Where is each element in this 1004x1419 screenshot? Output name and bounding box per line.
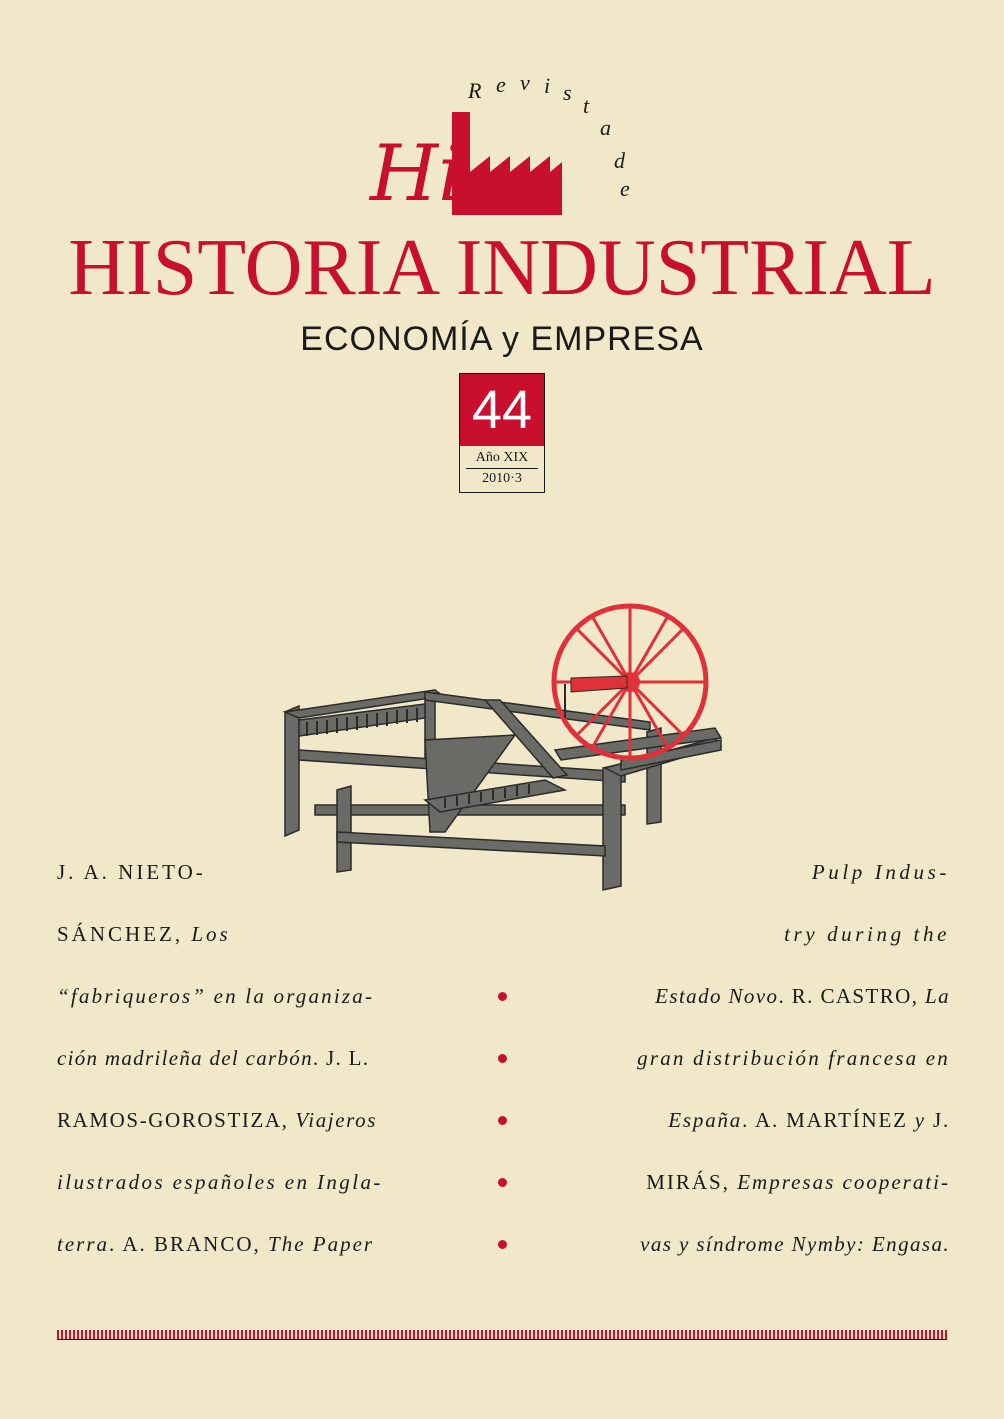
- revista-letter: t: [583, 93, 590, 118]
- author-name: J. A. NIETO-: [57, 860, 206, 884]
- author-name: . A. BRANCO,: [109, 1232, 269, 1256]
- revista-letter: a: [600, 115, 611, 140]
- logo-monogram: Hi: [370, 129, 463, 219]
- author-name: MIRÁS,: [646, 1170, 738, 1194]
- decorative-rule-base: [57, 1339, 947, 1340]
- bullet-dot: [498, 1116, 507, 1125]
- article-title: try during the: [784, 922, 950, 946]
- journal-title: HISTORIA INDUSTRIAL: [68, 224, 936, 312]
- article-title: ción madrileña del carbón: [57, 1046, 313, 1070]
- article-title: ilustrados españoles en Ingla-: [57, 1170, 383, 1194]
- contents-left-column: [57, 860, 447, 1260]
- revista-letter: v: [520, 70, 530, 95]
- article-title: gran distribución francesa en: [637, 1046, 950, 1070]
- bullet-dot: [498, 1240, 507, 1249]
- article-title: “fabriqueros” en la organiza-: [57, 984, 375, 1008]
- article-title: Pulp Indus-: [811, 860, 950, 884]
- article-title: Viajeros: [295, 1108, 378, 1132]
- journal-logo: [360, 60, 660, 230]
- contents-line: [646, 1170, 950, 1195]
- contents-line: [655, 984, 950, 1009]
- conjunction: y: [914, 1108, 926, 1132]
- issue-year: Año XIX: [475, 450, 529, 465]
- revista-letter: R: [468, 78, 482, 103]
- article-title: The Paper: [268, 1232, 375, 1256]
- contents-line: [57, 1232, 374, 1257]
- contents-right-column: [562, 860, 950, 1260]
- contents-line: [57, 1046, 369, 1071]
- issue-box: [459, 373, 545, 493]
- bullet-dot: [498, 992, 507, 1001]
- revista-letter: i: [544, 73, 551, 98]
- author-name: . R. CASTRO,: [778, 984, 926, 1008]
- author-name: RAMOS-GOROSTIZA,: [57, 1108, 296, 1132]
- revista-letter: e: [496, 72, 506, 97]
- spinning-jenny-illustration: [275, 600, 735, 900]
- author-name: . J. L.: [312, 1046, 370, 1070]
- contents-line: [57, 922, 231, 947]
- article-title: Estado Novo: [655, 984, 779, 1008]
- revista-letter: e: [620, 176, 630, 201]
- bullet-dot: [498, 1054, 507, 1063]
- author-name: SÁNCHEZ,: [57, 922, 192, 946]
- article-title: terra: [57, 1232, 109, 1256]
- author-name: . A. MARTÍNEZ: [742, 1108, 915, 1132]
- journal-subtitle: ECONOMÍA y EMPRESA: [300, 320, 704, 358]
- contents-line: [57, 1108, 377, 1133]
- bullet-dot: [498, 1178, 507, 1187]
- article-title: España: [668, 1108, 743, 1132]
- article-title: vas y síndrome Nymby: Engasa.: [640, 1232, 950, 1256]
- issue-divider: [466, 468, 538, 469]
- article-title: Los: [191, 922, 231, 946]
- article-title: La: [925, 984, 950, 1008]
- issue-number: 44: [460, 374, 544, 446]
- issue-date: 2010·3: [482, 471, 522, 486]
- contents-line: [668, 1108, 950, 1133]
- article-title: Empresas cooperati-: [737, 1170, 950, 1194]
- revista-letter: s: [563, 80, 572, 105]
- revista-letter: d: [614, 148, 625, 173]
- author-name: J.: [925, 1108, 950, 1132]
